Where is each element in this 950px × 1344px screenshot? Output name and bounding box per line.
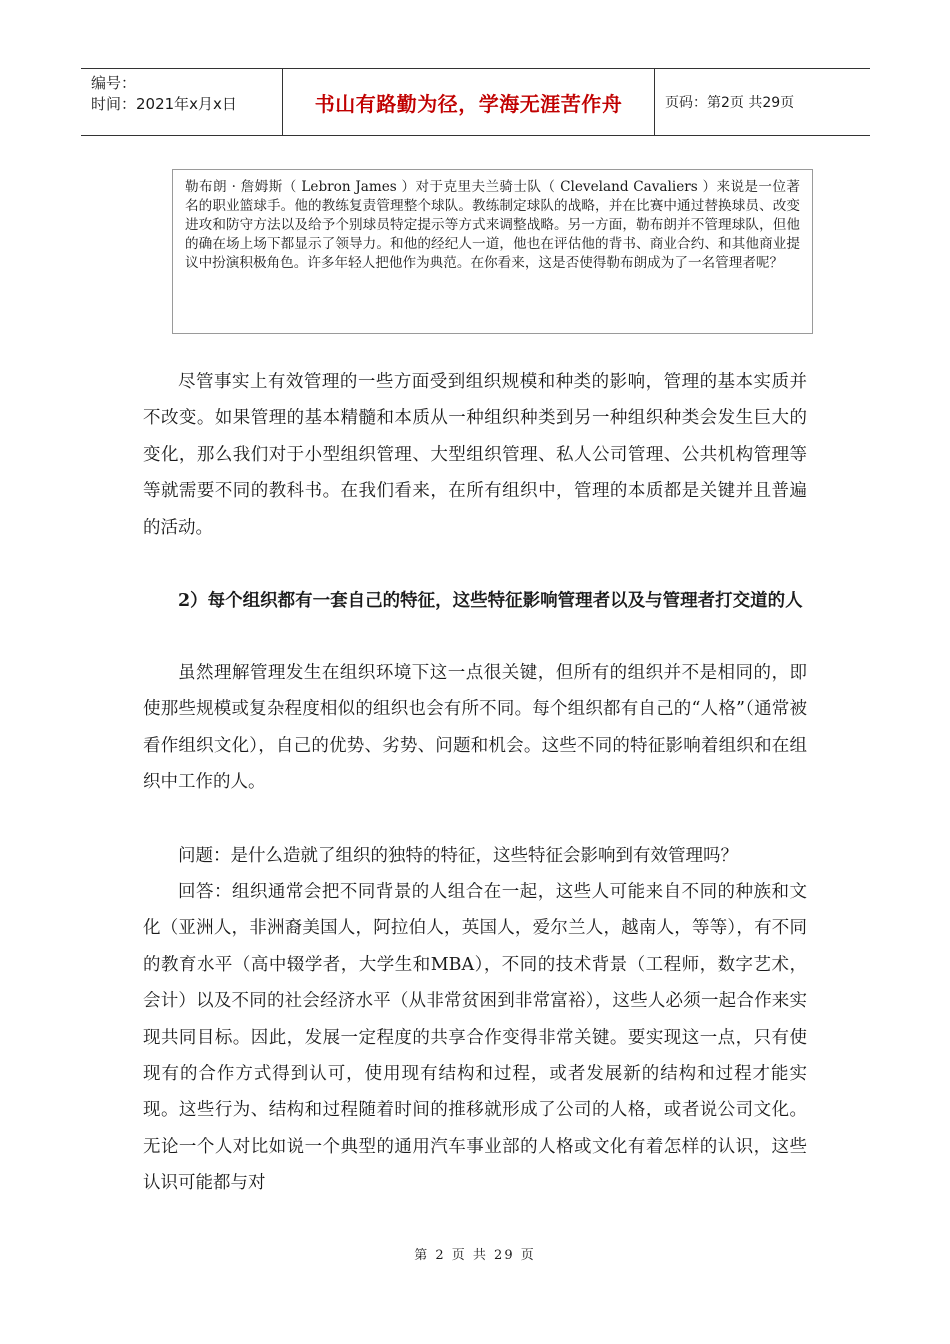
- question-paragraph: 问题：是什么造就了组织的独特的特征，这些特征会影响到有效管理吗？: [178, 846, 738, 866]
- section-heading-2: 2）每个组织都有一套自己的特征，这些特征影响管理者以及与管理者打交道的人: [178, 591, 803, 611]
- case-study-box: [172, 169, 813, 334]
- page-info: 页码：第2页 共29页: [665, 95, 795, 111]
- case-study-text: 勒布朗 · 詹姆斯（ Lebron James ）对于克里夫兰骑士队（ Cleveland Cavaliers ）来说是一位著名的职业篮球手。他的教练复责管理整个球队。教练制定球队的战略，并在比赛中通过替换球员、改变进攻和防守方法以及给予个别球员特定提示等方式来调整战略。另一方面，勒布朗并不管理球队，但他的确在场上场下都显示了领导力。和他的经纪人一道，他也在评估他的背书、商业合约、和其他商业提议中扮演积极角色。许多年轻人把他作为典范。在你看来，这是否使得勒布朗成为了一名管理者呢？: [185, 179, 800, 271]
- number-label: 编号：: [91, 74, 137, 92]
- page-footer: 第 2 页 共 29 页: [414, 1248, 536, 1263]
- answer-paragraph: 回答：组织通常会把不同背景的人组合在一起，这些人可能来自不同的种族和文化（亚洲人，非洲裔美国人，阿拉伯人，英国人，爱尔兰人，越南人，等等），有不同的教育水平（高中辍学者，大学生和MBA），不同的技术背景（工程师，数字艺术，会计）以及不同的社会经济水平（从非常贫困到非常富裕），这些人必须一起合作来实现共同目标。因此，发展一定程度的共享合作变得非常关键。要实现这一点，只有使现有的合作方式得到认可，使用现有结构和过程，或者发展新的结构和过程才能实现。这些行为、结构和过程随着时间的推移就形成了公司的人格，或者说公司文化。无论一个人对比如说一个典型的通用汽车事业部的人格或文化有着怎样的认识，这些认识可能都与对: [143, 882, 807, 1194]
- header-motto-cell: [283, 69, 655, 135]
- body-paragraph-1: 尽管事实上有效管理的一些方面受到组织规模和种类的影响，管理的基本实质并不改变。如果管理的基本精髓和本质从一种组织种类到另一种组织种类会发生巨大的变化，那么我们对于小型组织管理、大型组织管理、私人公司管理、公共机构管理等等就需要不同的教科书。在我们看来，在所有组织中，管理的本质都是关键并且普遍的活动。: [143, 372, 807, 538]
- body-paragraph-2: 虽然理解管理发生在组织环境下这一点很关键，但所有的组织并不是相同的，即使那些规模或复杂程度相似的组织也会有所不同。每个组织都有自己的“人格”（通常被看作组织文化），自己的优势、劣势、问题和机会。这些不同的特征影响着组织和在组织中工作的人。: [143, 663, 807, 793]
- date-label: 时间：2021年x月x日: [91, 95, 237, 113]
- header-page-cell: [655, 69, 870, 135]
- header-table: [81, 68, 870, 136]
- motto-text: 书山有路勤为径，学海无涯苦作舟: [314, 91, 623, 116]
- header-meta-cell: [81, 69, 283, 135]
